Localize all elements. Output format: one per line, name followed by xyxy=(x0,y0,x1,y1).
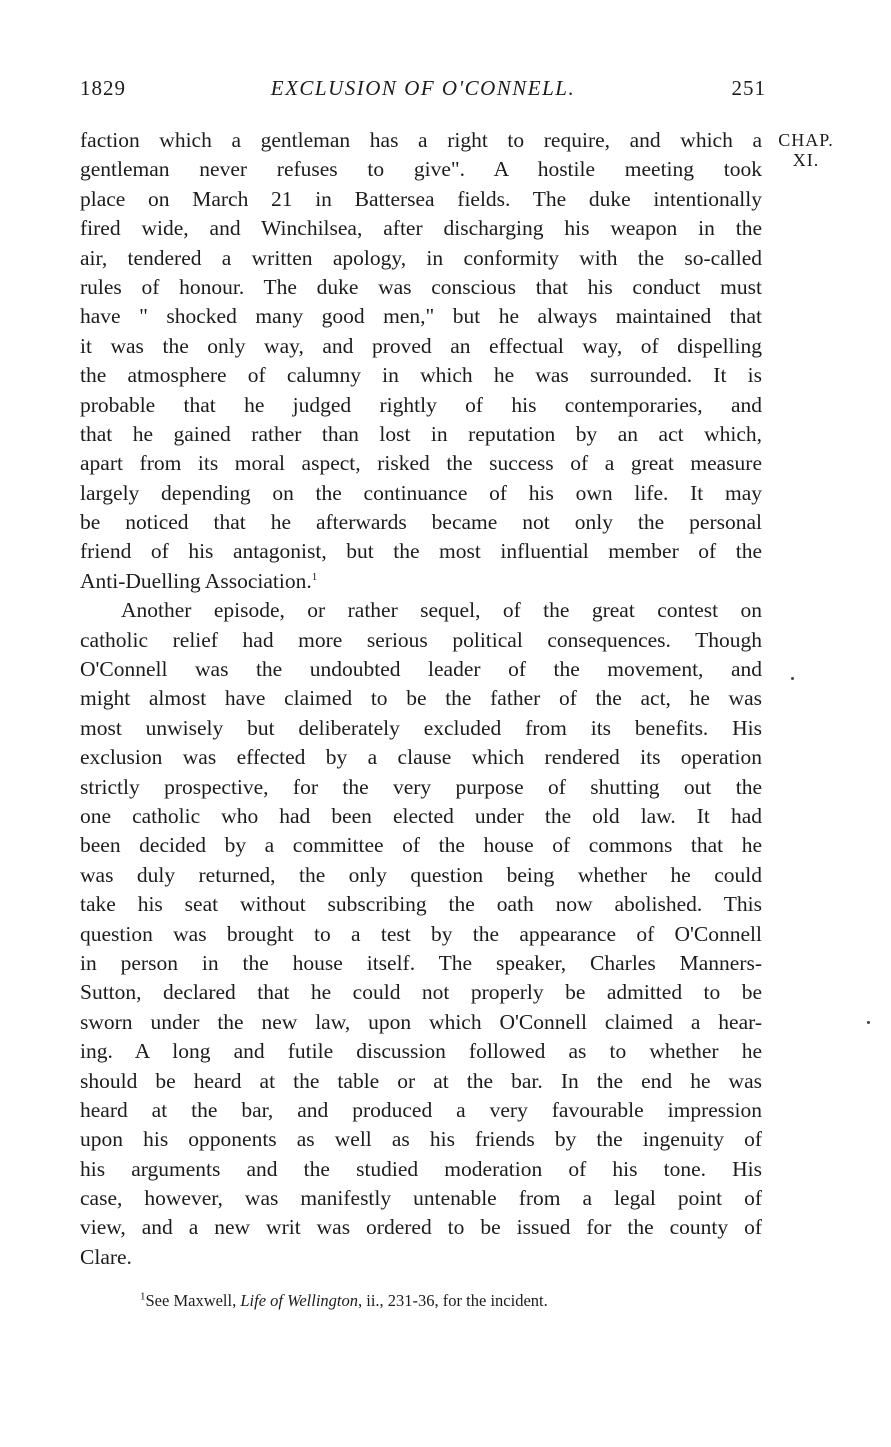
text-line: apart from its moral aspect, risked the success of a great measure xyxy=(80,451,762,476)
text-line: ing. A long and futile discussion followed as to whether he xyxy=(80,1039,762,1064)
paragraph-end-line xyxy=(80,567,762,596)
text-line: rules of honour. The duke was conscious that his conduct must xyxy=(80,274,762,299)
side-note-chapter-number: XI. xyxy=(792,150,820,170)
running-head-year: 1829 xyxy=(80,76,126,100)
text-line: sworn under the new law, upon which O'Connell claimed a hear- xyxy=(80,1009,762,1034)
text-line: air, tendered a written apology, in conformity with the so-called xyxy=(80,245,762,270)
text-line: place on March 21 in Battersea fields. The duke intentionally xyxy=(80,186,762,211)
print-speck xyxy=(791,677,794,680)
text-line: largely depending on the continuance of his own life. It may xyxy=(80,480,762,505)
text-line: strictly prospective, for the very purpose of shutting out the xyxy=(80,774,762,799)
text-line: fired wide, and Winchilsea, after discharging his weapon in the xyxy=(80,216,762,241)
text-line: in person in the house itself. The speaker, Charles Manners- xyxy=(80,950,762,975)
text-line: should be heard at the table or at the bar. In the end he was xyxy=(80,1068,762,1093)
text-line: might almost have claimed to be the father of the act, he was xyxy=(80,686,762,711)
text-line: been decided by a committee of the house of commons that he xyxy=(80,833,762,858)
running-head-title: EXCLUSION OF O'CONNELL. xyxy=(270,76,576,100)
footnote-prefix: See Maxwell, xyxy=(145,1291,241,1310)
footnote-book-title: Life of Wellington xyxy=(240,1291,359,1310)
text-line: heard at the bar, and produced a very favourable impression xyxy=(80,1097,762,1122)
text-line: faction which a gentleman has a right to require, and which a xyxy=(80,128,762,152)
text-line: view, and a new writ was ordered to be issued for the county of xyxy=(80,1215,762,1240)
text-line: be noticed that he afterwards became not only the personal xyxy=(80,510,762,535)
text-line: exclusion was effected by a clause which rendered its operation xyxy=(80,745,762,770)
text-line: question was brought to a test by the appearance of O'Connell xyxy=(80,921,762,946)
footnote xyxy=(140,1290,760,1312)
text-line: O'Connell was the undoubted leader of the movement, and xyxy=(80,657,762,682)
text-line: most unwisely but deliberately excluded from its benefits. His xyxy=(80,715,762,740)
side-note-chap: CHAP. xyxy=(778,130,834,150)
text-line: it was the only way, and proved an effectual way, of dispelling xyxy=(80,333,762,358)
paragraph-start-line: Another episode, or rather sequel, of the great contest on xyxy=(121,598,762,623)
text-line: the atmosphere of calumny in which he was surrounded. It is xyxy=(80,363,762,388)
text-line: gentleman never refuses to give". A hostile meeting took xyxy=(80,157,762,182)
text-line: Sutton, declared that he could not properly be admitted to be xyxy=(80,980,762,1005)
text-line: Clare. xyxy=(80,1244,132,1269)
text-line: that he gained rather than lost in reputation by an act which, xyxy=(80,421,762,446)
text-line: probable that he judged rightly of his contemporaries, and xyxy=(80,392,762,417)
running-head xyxy=(80,76,766,106)
text-line: Anti-Duelling Association. xyxy=(80,568,312,593)
print-speck xyxy=(867,1021,870,1024)
text-line: have " shocked many good men," but he always maintained that xyxy=(80,304,762,329)
text-line: was duly returned, the only question being whether he could xyxy=(80,862,762,887)
text-line: one catholic who had been elected under the old law. It had xyxy=(80,803,762,828)
body-text xyxy=(80,126,762,1272)
footnote-suffix: , ii., 231-36, for the incident. xyxy=(358,1291,548,1310)
text-line: take his seat without subscribing the oath now abolished. This xyxy=(80,892,762,917)
text-line: case, however, was manifestly untenable from a legal point of xyxy=(80,1186,762,1211)
text-line: upon his opponents as well as his friends by the ingenuity of xyxy=(80,1127,762,1152)
footnote-reference[interactable]: 1 xyxy=(311,570,318,583)
page-number: 251 xyxy=(731,76,766,100)
text-line: catholic relief had more serious political consequences. Though xyxy=(80,627,762,652)
text-line: his arguments and the studied moderation of his tone. His xyxy=(80,1156,762,1181)
footnote-marker: 1 xyxy=(140,1290,146,1303)
text-line: friend of his antagonist, but the most influential member of the xyxy=(80,539,762,564)
chapter-side-note xyxy=(776,130,856,170)
